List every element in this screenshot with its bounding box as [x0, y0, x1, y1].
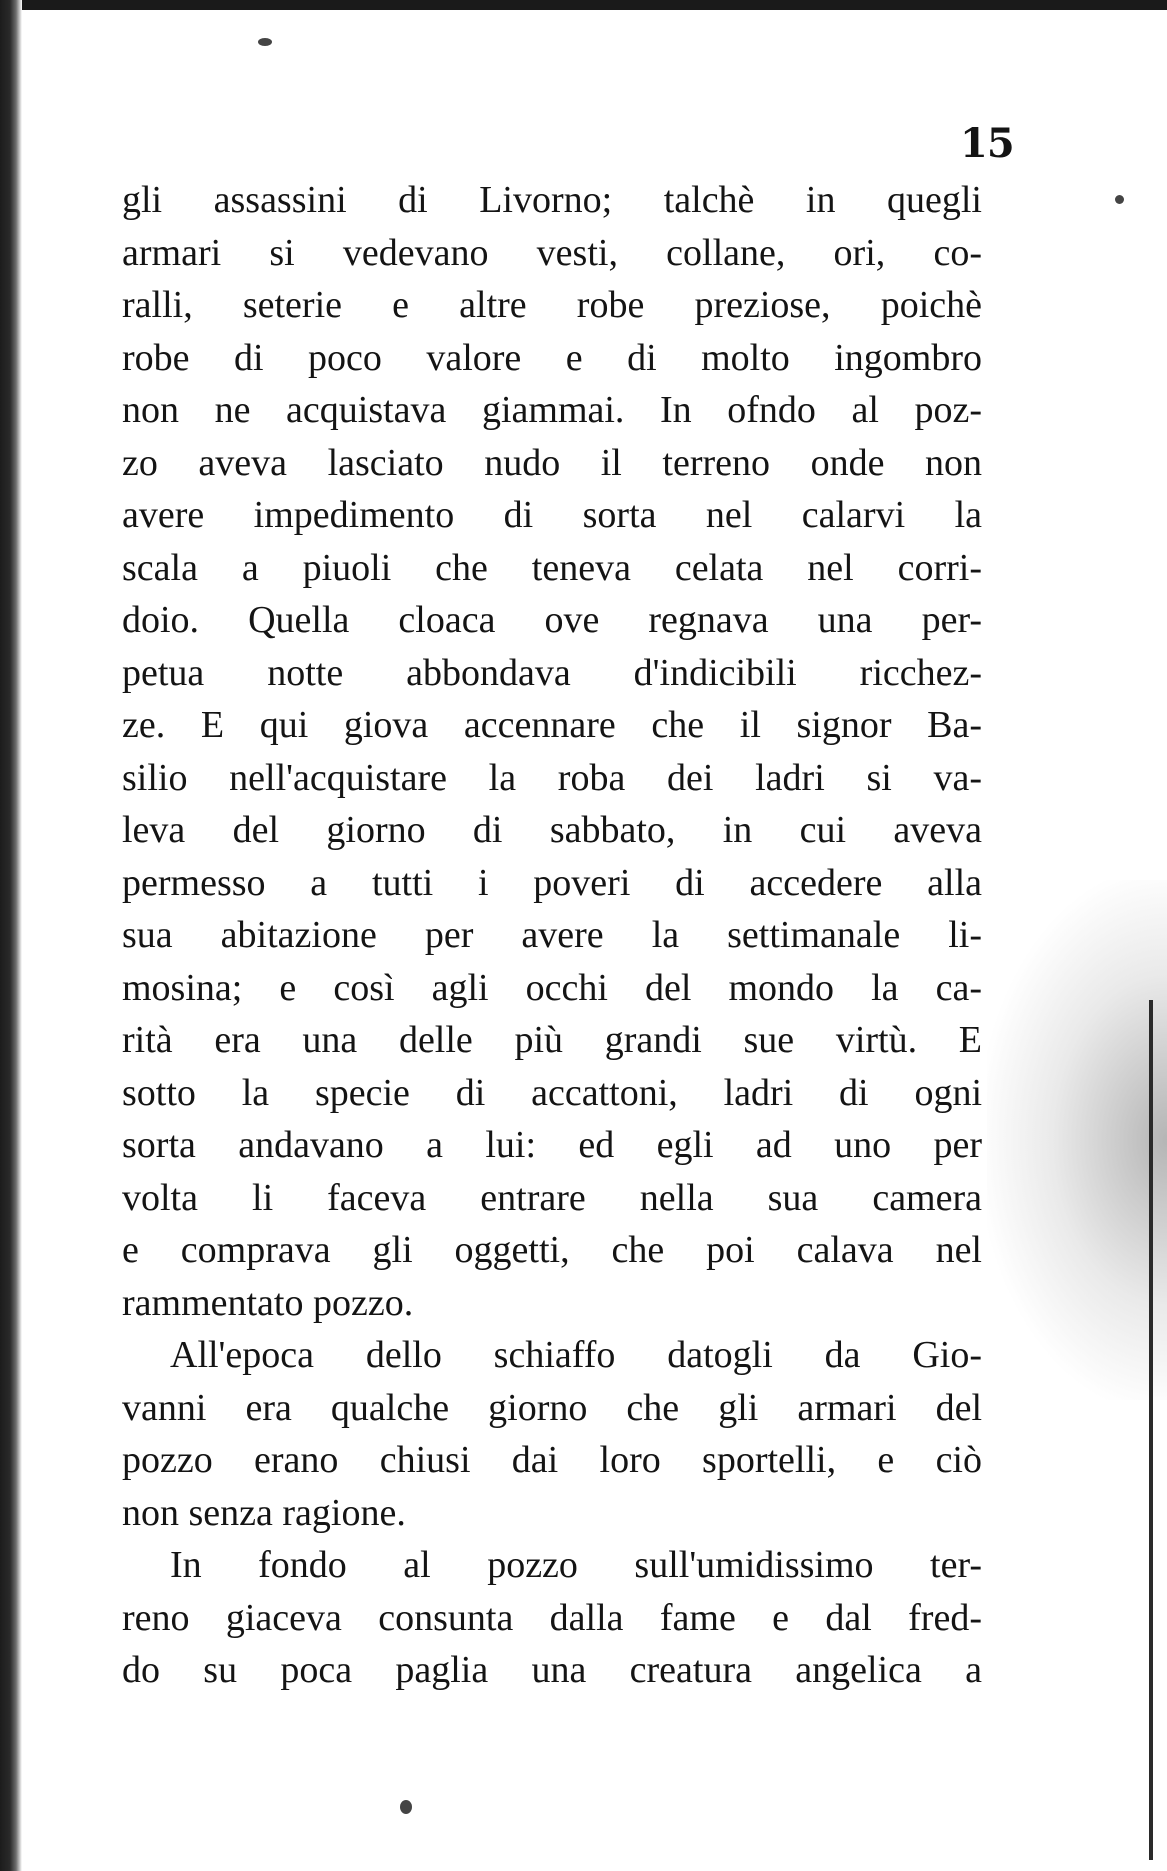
scan-edge-left: [0, 0, 22, 1871]
text-line: avere impedimento di sorta nel calarvi la: [122, 494, 982, 536]
scan-edge-top: [0, 0, 1167, 10]
scan-shadow-right: [987, 880, 1167, 1400]
scan-speck: [1115, 195, 1124, 204]
text-line: sorta andavano a lui: ed egli ad uno per: [122, 1124, 982, 1166]
text-line: silio nell'acquistare la roba dei ladri si va-: [122, 756, 982, 799]
text-line: non senza ragione.: [122, 1491, 406, 1534]
text-line: volta li faceva entrare nella sua camera: [122, 1176, 982, 1219]
text-line: pozzo erano chiusi dai loro sportelli, e ciò: [122, 1439, 982, 1481]
text-line: rità era una delle più grandi sue virtù. E: [122, 1019, 982, 1061]
text-line: zo aveva lasciato nudo il terreno onde non: [122, 441, 982, 484]
text-line: sua abitazione per avere la settimanale li-: [122, 914, 982, 956]
text-line: vanni era qualche giorno che gli armari del: [122, 1386, 982, 1429]
text-line: rammentato pozzo.: [122, 1281, 414, 1324]
text-line: gli assassini di Livorno; talchè in quegli: [122, 179, 982, 221]
text-line: In fondo al pozzo sull'umidissimo ter-: [170, 1544, 982, 1586]
text-line: non ne acquistava giammai. In ofndo al poz-: [122, 389, 982, 431]
text-line: petua notte abbondava d'indicibili ricchez-: [122, 651, 982, 694]
scan-speck: [258, 38, 272, 46]
text-line: All'epoca dello schiaffo datogli da Gio-: [170, 1334, 982, 1376]
text-line: armari si vedevano vesti, collane, ori, co-: [122, 231, 982, 274]
text-line: do su poca paglia una creatura angelica a: [122, 1649, 982, 1691]
page-number: 15: [960, 120, 1014, 167]
scan-speck: [400, 1800, 412, 1814]
text-line: sotto la specie di accattoni, ladri di ogni: [122, 1071, 982, 1114]
body-text: [122, 174, 982, 1697]
text-line: e comprava gli oggetti, che poi calava nel: [122, 1229, 982, 1271]
text-line: reno giaceva consunta dalla fame e dal fred-: [122, 1596, 982, 1639]
text-line: mosina; e così agli occhi del mondo la ca-: [122, 966, 982, 1009]
text-line: ze. E qui giova accennare che il signor Ba-: [122, 704, 982, 746]
text-line: leva del giorno di sabbato, in cui aveva: [122, 809, 982, 851]
text-line: permesso a tutti i poveri di accedere alla: [122, 861, 982, 904]
scan-edge-right: [1149, 1000, 1153, 1860]
text-line: robe di poco valore e di molto ingombro: [122, 336, 982, 379]
text-line: doio. Quella cloaca ove regnava una per-: [122, 599, 982, 641]
text-line: scala a piuoli che teneva celata nel corri-: [122, 546, 982, 589]
text-line: ralli, seterie e altre robe preziose, poichè: [122, 284, 982, 326]
